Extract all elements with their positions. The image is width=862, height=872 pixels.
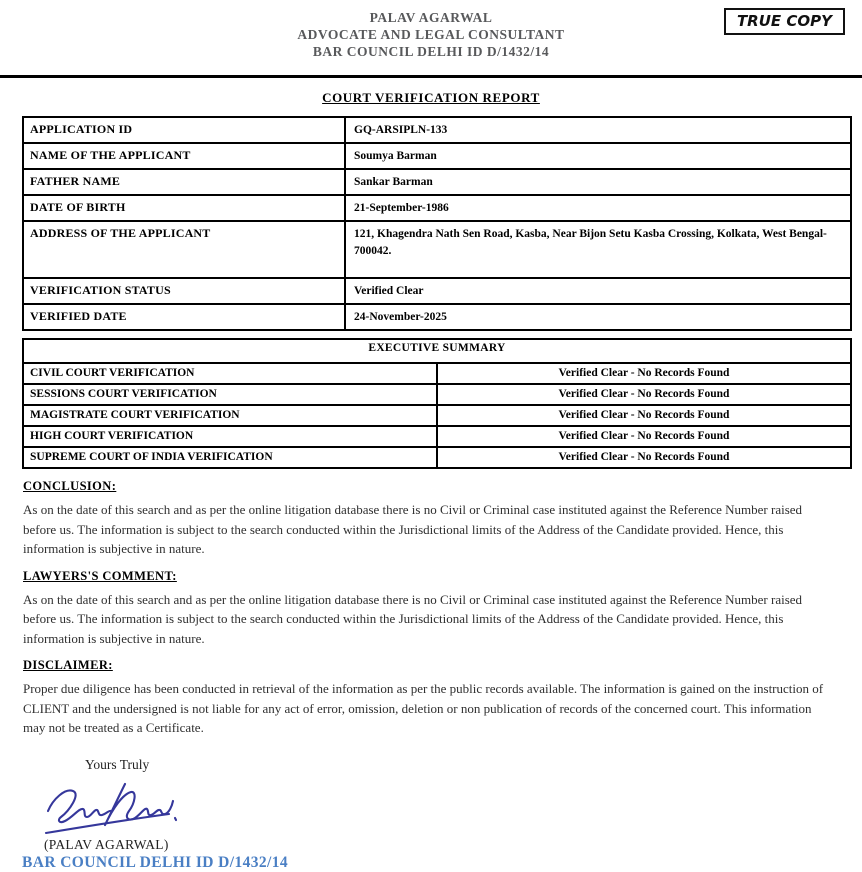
table-row (23, 384, 851, 405)
detail-value: 24-November-2025 (345, 304, 851, 330)
conclusion-section (23, 469, 850, 559)
summary-value: Verified Clear - No Records Found (437, 384, 851, 405)
table-row (23, 363, 851, 384)
table-row (23, 426, 851, 447)
applicant-details-table (22, 116, 852, 331)
detail-label: APPLICATION ID (23, 117, 345, 143)
table-row (23, 278, 851, 304)
detail-label: NAME OF THE APPLICANT (23, 143, 345, 169)
conclusion-body: As on the date of this search and as per the online litigation database there is no Civil or Criminal case instituted against the Reference Number raised before us. The information is subject to the search conducted within the Jurisdictional limits of the Address of the Candidate provided. Hence, this information is subjective in nature. (23, 502, 803, 556)
detail-value: Sankar Barman (345, 169, 851, 195)
summary-label: MAGISTRATE COURT VERIFICATION (23, 405, 437, 426)
summary-value: Verified Clear - No Records Found (437, 405, 851, 426)
detail-value: 121, Khagendra Nath Sen Road, Kasba, Near Bijon Setu Kasba Crossing, Kolkata, West Bengal-700042. (345, 221, 851, 278)
disclaimer-heading: DISCLAIMER: (23, 658, 113, 672)
handwritten-signature-icon (40, 778, 190, 836)
signature-image (40, 778, 862, 836)
detail-label: VERIFICATION STATUS (23, 278, 345, 304)
summary-label: CIVIL COURT VERIFICATION (23, 363, 437, 384)
summary-value: Verified Clear - No Records Found (437, 447, 851, 468)
detail-value: Soumya Barman (345, 143, 851, 169)
detail-value: 21-September-1986 (345, 195, 851, 221)
summary-value: Verified Clear - No Records Found (437, 426, 851, 447)
advocate-title: ADVOCATE AND LEGAL CONSULTANT (297, 27, 565, 42)
page-title: COURT VERIFICATION REPORT (322, 90, 540, 105)
summary-label: HIGH COURT VERIFICATION (23, 426, 437, 447)
lawyers-comment-section (23, 559, 850, 649)
executive-summary-table (22, 338, 852, 469)
signatory-bar-council-id: BAR COUNCIL DELHI ID D/1432/14 (22, 853, 289, 871)
header-divider-rule (0, 75, 862, 78)
table-row (23, 221, 851, 278)
table-row (23, 447, 851, 468)
disclaimer-body: Proper due diligence has been conducted in retrieval of the information as per the public records available. The information is gained on the instruction of CLIENT and the undersigned is not liable for any act of error, omission, deletion or non publication of records of the concerned court. This information may not be treated as a Certificate. (23, 681, 824, 735)
detail-label: FATHER NAME (23, 169, 345, 195)
table-row (23, 169, 851, 195)
summary-value: Verified Clear - No Records Found (437, 363, 851, 384)
conclusion-heading: CONCLUSION: (23, 479, 117, 493)
table-row (23, 339, 851, 363)
table-row (23, 143, 851, 169)
table-row (23, 117, 851, 143)
table-row (23, 195, 851, 221)
detail-label: ADDRESS OF THE APPLICANT (23, 221, 345, 278)
closing-text: Yours Truly (85, 756, 150, 772)
letterhead-bar-council-id: BAR COUNCIL DELHI ID D/1432/14 (312, 44, 550, 59)
detail-value: GQ-ARSIPLN-133 (345, 117, 851, 143)
disclaimer-section (23, 648, 850, 738)
advocate-name: PALAV AGARWAL (369, 10, 493, 25)
summary-label: SUPREME COURT OF INDIA VERIFICATION (23, 447, 437, 468)
true-copy-stamp: TRUE COPY (724, 8, 845, 35)
signatory-name: (PALAV AGARWAL) (44, 836, 169, 852)
table-row (23, 304, 851, 330)
executive-summary-title: EXECUTIVE SUMMARY (23, 339, 851, 363)
detail-label: VERIFIED DATE (23, 304, 345, 330)
lawyers-comment-heading: LAWYERS'S COMMENT: (23, 568, 177, 583)
summary-label: SESSIONS COURT VERIFICATION (23, 384, 437, 405)
detail-label: DATE OF BIRTH (23, 195, 345, 221)
detail-value: Verified Clear (345, 278, 851, 304)
table-row (23, 405, 851, 426)
lawyers-comment-body: As on the date of this search and as per the online litigation database there is no Civil or Criminal case instituted against the Reference Number raised before us. The information is subject to the search conducted within the Jurisdictional limits of the Address of the Candidate provided. Hence, this information is subjective in nature. (23, 591, 803, 646)
